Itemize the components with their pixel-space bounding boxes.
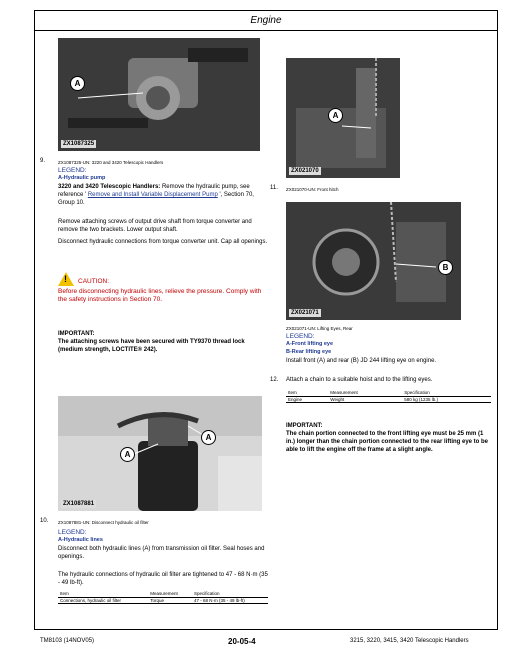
figure-caption: ZX021071-UN: Lifting Eyes, Rear [286, 326, 353, 331]
table-cell: Engine [286, 396, 328, 402]
instruction-paragraph: The hydraulic connections of hydraulic oil filter are tightened to 47 - 68 N·m (35 - 49 lb-ft). [58, 572, 268, 586]
photo-hydraulic-oil-filter [58, 396, 262, 511]
legend-title: LEGEND: [286, 333, 315, 340]
photo-hydraulic-pump-image [58, 38, 260, 151]
step-number: 12. [270, 377, 279, 383]
table-header: Specification [192, 591, 268, 597]
table-cell: 47 - 68 N·m (35 - 49 lb-ft) [192, 597, 268, 603]
spec-table [58, 591, 268, 604]
figure-caption: ZX1087325-UN: 3220 and 3420 Telescopic Handlers [58, 160, 164, 165]
footer-doc-id: TM8103 (14NOV05) [40, 638, 95, 644]
photo-label: ZX021071 [291, 310, 319, 316]
table-cell: Connections, hydraulic oil filter [58, 597, 148, 603]
step-9-instruction [58, 183, 268, 207]
table-cell: Torque [148, 597, 192, 603]
callout-b: B [438, 260, 453, 275]
photo-label: ZX1087325 [63, 141, 95, 147]
important-text: The chain portion connected to the front lifting eye must be 25 mm (1 in.) longer than the chain portion connected to the rear lifting eye to be able to lift the engine off the frame at a slight angle. [286, 431, 489, 453]
caution-title: CAUTION: [78, 278, 110, 285]
photo-front-hitch [286, 58, 400, 178]
legend-item: A-Hydraulic lines [58, 537, 103, 543]
callout-a: A [70, 76, 85, 91]
photo-hydraulic-oil-filter-image [58, 396, 262, 511]
table-header: Measurement [148, 591, 192, 597]
instruction-paragraph: Attach a chain to a suitable hoist and to the lifting eyes. [286, 377, 433, 383]
step-number: 9. [40, 158, 46, 164]
page-header-title: Engine [250, 15, 282, 26]
exclamation-icon: ! [64, 274, 67, 284]
table-header: Measurement [328, 390, 402, 396]
photo-front-hitch-image [286, 58, 400, 178]
figure-caption: ZX1087881-UN: Disconnect hydraulic oil filter [58, 520, 149, 525]
instruction-paragraph: Install front (A) and rear (B) JD 244 lifting eye on engine. [286, 358, 437, 364]
table-header: Item [286, 390, 328, 396]
page-header [34, 10, 498, 30]
instruction-paragraph: Remove attaching screws of output drive shaft from torque converter and remove the two brackets. Lower output shaft. [58, 219, 252, 233]
callout-a: A [328, 108, 343, 123]
callout-a: A [120, 447, 135, 462]
legend-title: LEGEND: [58, 529, 87, 536]
important-title: IMPORTANT: [286, 423, 323, 429]
important-text: The attaching screws have been secured with TY9370 thread lock (medium strength, LOCTITE® 242). [58, 339, 245, 353]
instruction-paragraph: Disconnect both hydraulic lines (A) from transmission oil filter. Seal hoses and openings. [58, 546, 265, 560]
figure-caption: ZX021070-UN: Front hitch [286, 187, 339, 192]
footer-page-number: 20-05-4 [228, 637, 256, 646]
reference-link[interactable]: Remove and Install Variable Displacement Pump [87, 192, 218, 198]
photo-hydraulic-pump [58, 38, 260, 151]
step-number: 10. [40, 518, 49, 524]
important-title: IMPORTANT: [58, 331, 95, 337]
spec-table [286, 390, 491, 403]
photo-label: ZX1087881 [63, 501, 95, 507]
table-cell: 580 kg (1235 lb.) [402, 396, 491, 402]
callout-a: A [201, 430, 216, 445]
legend-item: A-Front lifting eye [286, 341, 334, 347]
instruction-text: Remove the hydraulic pump, see reference ' [58, 184, 250, 198]
step-number: 11. [270, 185, 278, 191]
photo-rear-lifting-eye [286, 202, 461, 320]
model-lead: 3220 and 3420 Telescopic Handlers: [58, 184, 161, 190]
table-header: Specification [402, 390, 491, 396]
legend-title: LEGEND: [58, 167, 87, 174]
table-cell: Weight [328, 396, 402, 402]
table-header: Item [58, 591, 148, 597]
instruction-paragraph: Disconnect hydraulic connections from torque converter unit. Cap all openings. [58, 239, 268, 245]
photo-rear-lifting-eye-image [286, 202, 461, 320]
instruction-text: ', Section 70, Group 10. [58, 192, 254, 206]
legend-item: B-Rear lifting eye [286, 349, 332, 355]
caution-text: Before disconnecting hydraulic lines, relieve the pressure. Comply with the safety instructions in Section 70. [58, 288, 262, 303]
table-row [58, 597, 268, 603]
legend-item: A-Hydraulic pump [58, 175, 106, 181]
table-row [286, 396, 491, 402]
photo-label: ZX021070 [291, 168, 319, 174]
footer-model-list: 3215, 3220, 3415, 3420 Telescopic Handlers [350, 638, 469, 644]
